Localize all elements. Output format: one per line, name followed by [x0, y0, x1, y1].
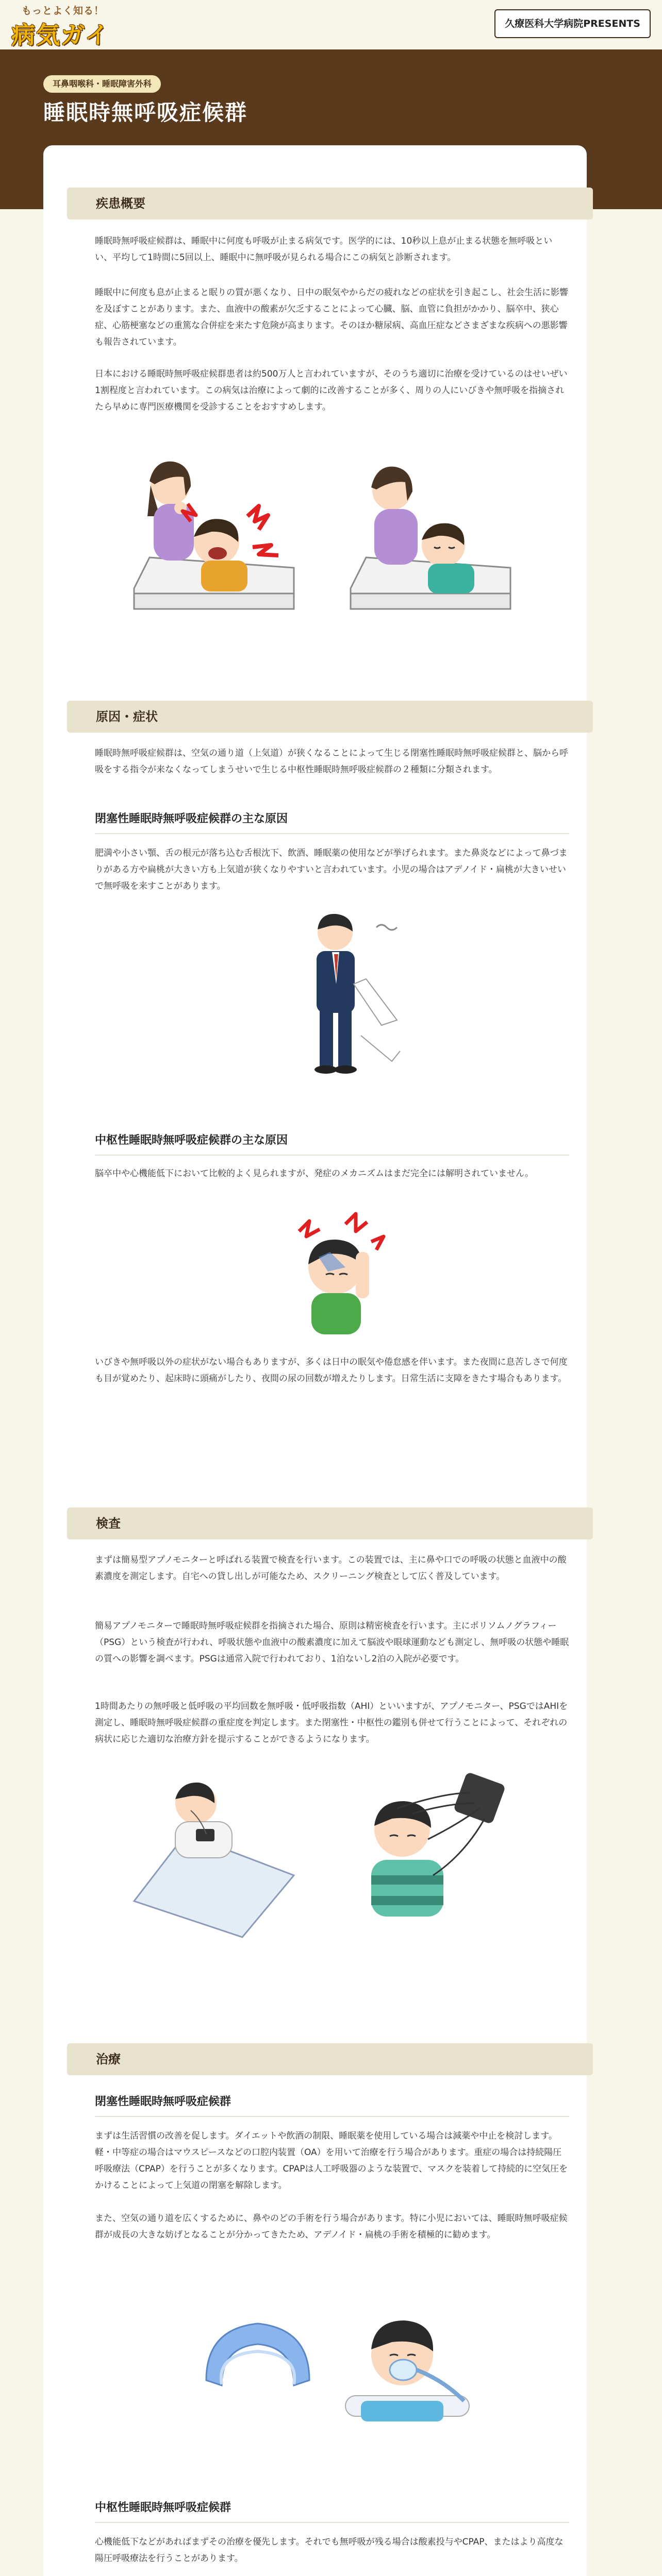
subheading-obstructive-treatment: 閉塞性睡眠時無呼吸症候群: [95, 2093, 569, 2117]
sleep-test-illustration: [124, 1772, 536, 1942]
section-heading-overview: [67, 188, 593, 219]
cpap-scene: [345, 2320, 469, 2421]
section-heading-exam: [67, 1507, 593, 1539]
causes-paragraph-3: 脳卒中や心機能低下において比較的よく見られますが、発症のメカニズムはまだ完全には解明されていません。: [95, 1168, 534, 1179]
home-monitor-scene: [134, 1783, 294, 1937]
subheading-central-causes: 中枢性睡眠時無呼吸症候群の主な原因: [95, 1131, 569, 1156]
overview-paragraph-3: 日本における睡眠時無呼吸症候群患者は約500万人と言われていますが、そのうち適切に治療を受けているのはせいぜい1割程度と言われています。この病気は治療によって劇的に改善することが多く、周りの人にいびきや無呼吸を指摘されたら早めに専門医療機関を受診することをおすすめします。: [95, 369, 568, 412]
exam-paragraph-1: まずは簡易型アプノモニターと呼ばれる装置で検査を行います。この装置では、主に鼻や口での呼吸の状態と血液中の酸素濃度を測定します。自宅への貸し出しが可能なため、スクリーニング検査として広く普及しています。: [95, 1555, 567, 1582]
overview-paragraph-2: 睡眠中に何度も息が止まると眠りの質が悪くなり、日中の眠気やからだの疲れなどの症状を引き起こし、社会生活に影響を及ぼすことがあります。また、血液中の酸素が欠乏することによって心臓、脳、血管に負担がかかり、脳卒中、狭心症、心筋梗塞などの重篤な合併症を来たす危険が高まります。そのほか糖尿病、高血圧症などさまざまな疾病への悪影響も報告されています。: [95, 287, 568, 347]
department-badge: 耳鼻咽喉科・睡眠障害外科: [43, 75, 161, 93]
exam-paragraph-3: 1時間あたりの無呼吸と低呼吸の平均回数を無呼吸・低呼吸指数（AHI）といいますが、アプノモニター、PSGではAHIを測定し、睡眠時無呼吸症候群の重症度を判定します。また閉塞性・中枢性の鑑別も併せて行うことによって、それぞれの病状に応じた適切な治療方針を提示することができるようになります。: [95, 1701, 568, 1744]
section-heading-text: 原因・症状: [96, 709, 158, 724]
quiet-scene-right: [351, 467, 510, 609]
logo-tagline: もっとよく知る！: [22, 5, 105, 16]
section-heading-treatment: [67, 2043, 593, 2075]
subheading-obstructive-causes: 閉塞性睡眠時無呼吸症候群の主な原因: [95, 810, 569, 834]
mouthpiece-icon: [206, 2324, 309, 2385]
site-logo[interactable]: [11, 3, 125, 49]
overview-paragraph-1: 睡眠時無呼吸症候群は、睡眠中に何度も呼吸が止まる病気です。医学的には、10秒以上息が止まる状態を無呼吸といい、平均して1時間に5回以上、睡眠中に無呼吸が見られる場合にこの病気と診断されます。: [95, 236, 553, 263]
subheading-central-treatment: 中枢性睡眠時無呼吸症候群: [95, 2499, 569, 2523]
treatment-paragraph-3: 心機能低下などがあればまずその治療を優先します。それでも無呼吸が残る場合は酸素投与やCPAP、またはより高度な陽圧呼吸療法を行うことがあります。: [95, 2537, 564, 2564]
causes-paragraph-4: いびきや無呼吸以外の症状がない場合もありますが、多くは日中の眠気や倦怠感を伴います。また夜間に息苦しさで何度も目が覚めたり、起床時に頭痛がしたり、夜間の尿の回数が増えたりします。日常生活に支障をきたす場合もあります。: [95, 1357, 568, 1384]
tired-businessman-illustration: [278, 907, 402, 1087]
causes-paragraph-1: 睡眠時無呼吸症候群は、空気の通り道（上気道）が狭くなることによって生じる閉塞性睡眠時無呼吸症候群と、脳から呼吸をする指令が来なくなってしまうせいで生じる中枢性睡眠時無呼吸症候群の２種類に分類されます。: [95, 748, 568, 775]
section-heading-text: 治療: [96, 2052, 121, 2066]
section-heading-text: 検査: [96, 1516, 121, 1531]
snoring-illustration: [124, 444, 536, 630]
site-header: [0, 0, 662, 49]
snoring-scene-left: [134, 462, 294, 609]
section-heading-causes: [67, 701, 593, 733]
causes-paragraph-2: 肥満や小さい顎、舌の根元が落ち込む舌根沈下、飲酒、睡眠薬の使用などが挙げられます。また鼻炎などによって鼻づまりがある方や扁桃が大きい方も上気道が狭くなりやすいと言われています。小児の場合はアデノイド・扁桃が大きいせいで無呼吸を来すことがあります。: [95, 848, 568, 891]
presents-link[interactable]: 久療医科大学病院PRESENTS: [494, 9, 651, 38]
headache-illustration: [278, 1211, 392, 1340]
treatment-paragraph-1: まずは生活習慣の改善を促します。ダイエットや飲酒の制限、睡眠薬を使用している場合は減薬や中止を検討します。軽・中等症の場合はマウスピースなどの口腔内装置（OA）を用いて治療を行う場合があります。重症の場合は持続陽圧呼吸療法（CPAP）を行うことが多くなります。CPAPは人工呼吸器のような装置で、マスクを装着して持続的に空気圧をかけることによって上気道の閉塞を解除します。: [95, 2131, 568, 2191]
logo-title: 病気ガイ: [11, 21, 110, 49]
psg-scene: [371, 1772, 506, 1917]
exam-paragraph-2: 簡易アプノモニターで睡眠時無呼吸症候群を指摘された場合、原則は精密検査を行います。主にポリソムノグラフィー（PSG）という検査が行われ、呼吸状態や血液中の酸素濃度に加えて脳波や眼球運動なども測定し、無呼吸の状態や睡眠の質への影響を調べます。PSGは通常入院で行われており、1泊ないし2泊の入院が必要です。: [95, 1621, 569, 1664]
page-title: 睡眠時無呼吸症候群: [43, 100, 248, 125]
section-heading-text: 疾患概要: [96, 196, 145, 211]
treatment-device-illustration: [196, 2298, 474, 2432]
treatment-paragraph-2: また、空気の通り道を広くするために、鼻やのどの手術を行う場合があります。特に小児においては、睡眠時無呼吸症候群が成長の大きな妨げとなることが分かってきたため、アデノイド・扁桃の手術を積極的に勧めます。: [95, 2213, 568, 2240]
